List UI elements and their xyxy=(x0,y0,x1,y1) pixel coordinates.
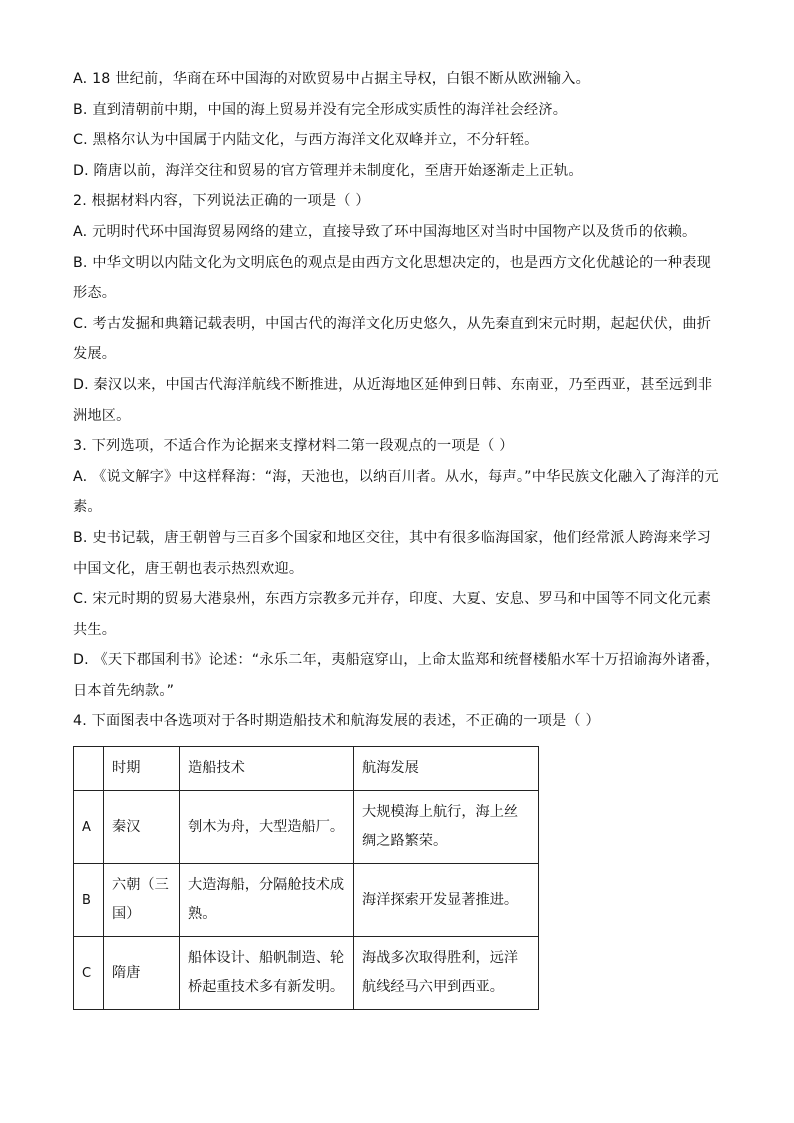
table-header-cell xyxy=(74,747,104,791)
q1-option-a: A. 18 世纪前，华商在环中国海的对欧贸易中占据主导权，白银不断从欧洲输入。 xyxy=(73,71,591,87)
row-period: 隋唐 xyxy=(104,937,180,1010)
row-label: C xyxy=(74,937,104,1010)
row-navigation: 海洋探索开发显著推进。 xyxy=(354,864,539,937)
q2-option-d: D. 秦汉以来，中国古代海洋航线不断推进，从近海地区延伸到日韩、东南亚，乃至西亚，甚至远到非洲地区。 xyxy=(73,376,713,424)
row-shipbuilding: 大造海船，分隔舱技术成熟。 xyxy=(180,864,354,937)
row-shipbuilding: 刳木为舟，大型造船厂。 xyxy=(180,791,354,864)
row-period: 六朝（三国） xyxy=(104,864,180,937)
table-row xyxy=(74,937,539,1010)
question-text-block xyxy=(73,64,723,737)
q1-option-b: B. 直到清朝前中期，中国的海上贸易并没有完全形成实质性的海洋社会经济。 xyxy=(73,101,568,118)
q4-stem: 4. 下面图表中各选项对于各时期造船技术和航海发展的表述，不正确的一项是（ ） xyxy=(73,713,600,730)
table-header-period: 时期 xyxy=(104,747,180,791)
shipbuilding-table xyxy=(73,746,539,1010)
q3-stem: 3. 下列选项，不适合作为论据来支撑材料二第一段观点的一项是（ ） xyxy=(73,438,514,455)
q3-option-d: D. 《天下郡国利书》论述：“永乐二年，夷船寇穿山，上命太监郑和统督楼船水军十万招谕海外诸番，日本首先纳款。” xyxy=(73,652,720,699)
q3-option-a: A. 《说文解字》中这样释海：“海，天池也，以纳百川者。从水，每声。”中华民族文化融入了海洋的元素。 xyxy=(73,468,719,516)
row-label: A xyxy=(74,791,104,864)
table-row xyxy=(74,864,539,937)
table-header-shipbuilding: 造船技术 xyxy=(180,747,354,791)
row-label: B xyxy=(74,864,104,937)
row-navigation: 大规模海上航行，海上丝绸之路繁荣。 xyxy=(354,791,539,864)
row-period: 秦汉 xyxy=(104,791,180,864)
row-shipbuilding: 船体设计、船帆制造、轮桥起重技术多有新发明。 xyxy=(180,937,354,1010)
q1-option-c: C. 黑格尔认为中国属于内陆文化，与西方海洋文化双峰并立，不分轩轾。 xyxy=(73,132,539,149)
row-navigation: 海战多次取得胜利，远洋航线经马六甲到西亚。 xyxy=(354,937,539,1010)
table-header-row xyxy=(74,747,539,791)
q3-option-c: C. 宋元时期的贸易大港泉州，东西方宗教多元并存，印度、大夏、安息、罗马和中国等不同文化元素共生。 xyxy=(73,591,712,638)
q2-option-b: B. 中华文明以内陆文化为文明底色的观点是由西方文化思想决定的，也是西方文化优越论的一种表现形态。 xyxy=(73,254,712,302)
q2-stem: 2. 根据材料内容，下列说法正确的一项是（ ） xyxy=(73,193,370,210)
table-row xyxy=(74,791,539,864)
q2-option-c: C. 考古发掘和典籍记载表明，中国古代的海洋文化历史悠久，从先秦直到宋元时期，起起伏伏，曲折发展。 xyxy=(73,315,712,363)
q3-option-b: B. 史书记载，唐王朝曾与三百多个国家和地区交往，其中有很多临海国家，他们经常派人跨海来学习中国文化，唐王朝也表示热烈欢迎。 xyxy=(73,529,712,577)
q1-option-d: D. 隋唐以前，海洋交往和贸易的官方管理并未制度化，至唐开始逐渐走上正轨。 xyxy=(73,162,583,179)
q2-option-a: A. 元明时代环中国海贸易网络的建立，直接导致了环中国海地区对当时中国物产以及货币的依赖。 xyxy=(73,223,697,240)
table-header-navigation: 航海发展 xyxy=(354,747,539,791)
